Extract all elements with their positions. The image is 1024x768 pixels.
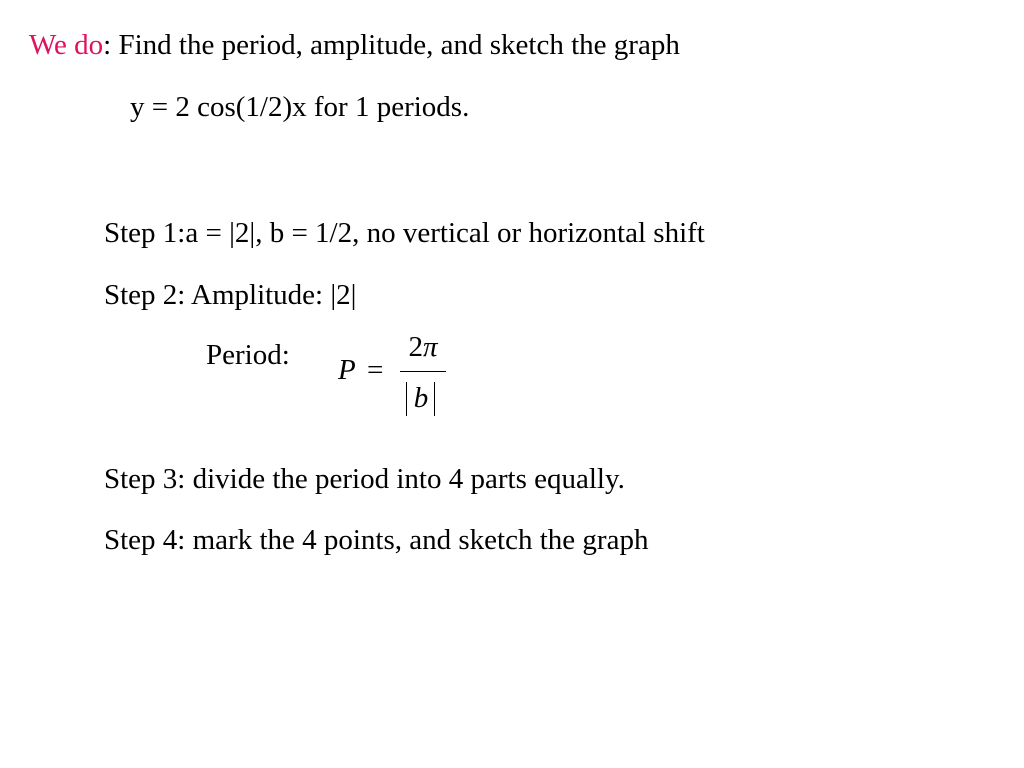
numerator-pi-symbol: π xyxy=(422,331,438,363)
step-4-text: Step 4: mark the 4 points, and sketch the graph xyxy=(104,524,649,556)
absolute-value-right-bar xyxy=(434,382,435,416)
fraction-bar xyxy=(400,371,446,372)
numerator-coefficient: 2 xyxy=(408,331,423,363)
task-instruction: : Find the period, amplitude, and sketch the graph xyxy=(103,29,680,61)
step-2-text: Step 2: Amplitude: |2| xyxy=(104,279,357,311)
equation-text: y = 2 cos(1/2)x for 1 periods. xyxy=(130,91,470,123)
period-label: Period: xyxy=(206,339,290,371)
denominator-variable: b xyxy=(413,382,429,414)
we-do-label: We do xyxy=(29,29,104,61)
step-3-text: Step 3: divide the period into 4 parts equally. xyxy=(104,463,625,495)
formula-numerator xyxy=(400,330,446,364)
period-formula xyxy=(338,330,458,425)
formula-lhs: P xyxy=(338,354,356,386)
absolute-value-left-bar xyxy=(406,382,407,416)
formula-denominator xyxy=(400,377,446,421)
title-line xyxy=(29,28,680,62)
step-1-text: Step 1:a = |2|, b = 1/2, no vertical or horizontal shift xyxy=(104,217,705,249)
formula-equals-sign: = xyxy=(367,354,384,386)
